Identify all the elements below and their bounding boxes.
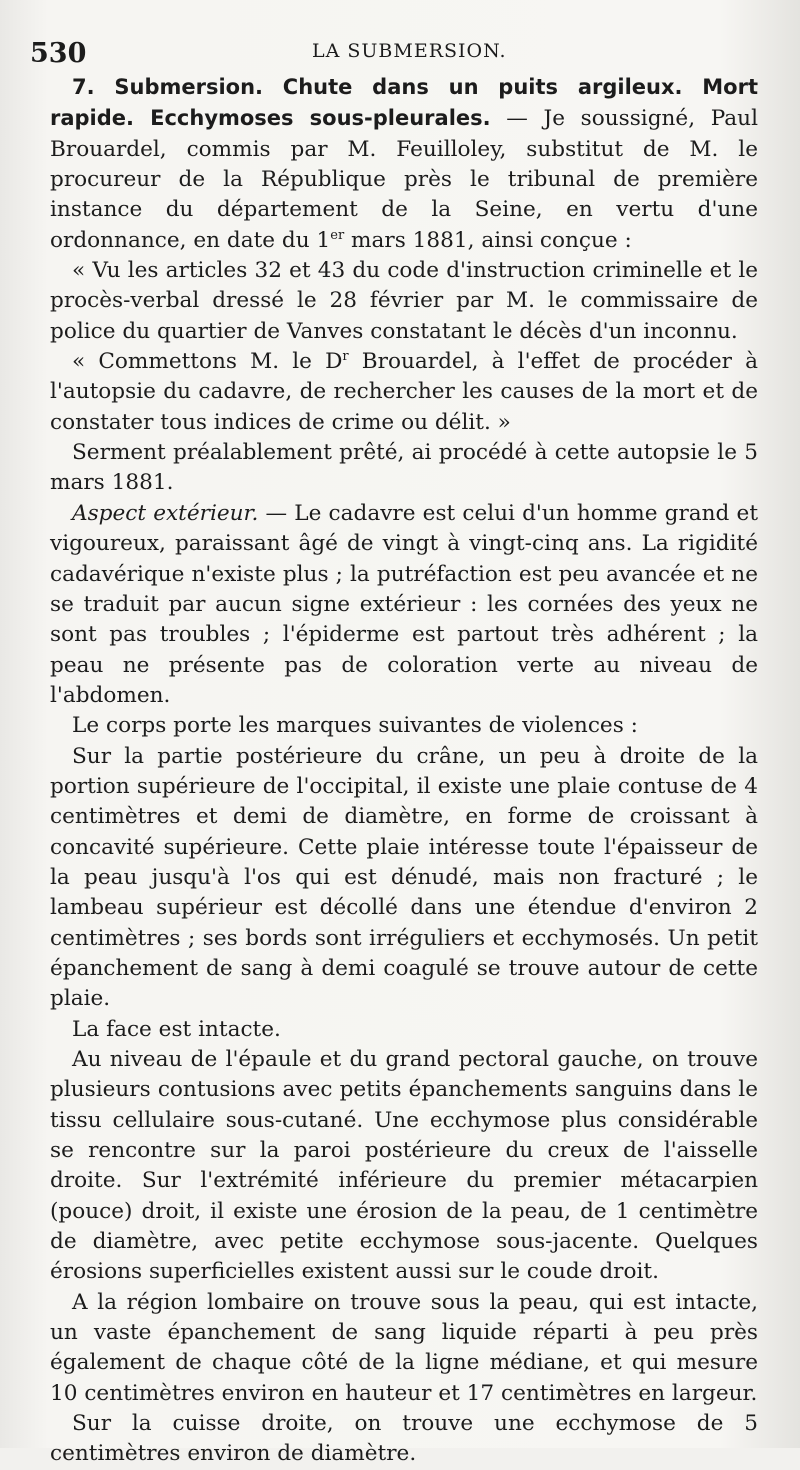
commettons-text-b: Brouardel, à l'effet de procéder à l'autopsie du cadavre, de rechercher les causes de la mort et de constater tous indices de crime ou délit. »	[50, 349, 758, 435]
case-intro-tail: mars 1881, ainsi conçue :	[344, 227, 632, 253]
paragraph-cuisse: Sur la cuisse droite, on trouve une ecchymose de 5 centimètres environ de diamètre.	[50, 1411, 758, 1467]
paragraph-face: La face est intacte.	[72, 1016, 281, 1042]
page-header	[30, 34, 750, 74]
paragraph-crane: Sur la partie postérieure du crâne, un peu à droite de la portion supérieure de l'occipital, il existe une plaie contuse de 4 centimètres et demi de diamètre, en forme de croissant à concavité supérieure. Cette plaie intéresse toute l'épaisseur de la peau jusqu'à l'os qui est dénudé, mais non fracturé ; le lambeau supérieur est décollé dans une étendue d'environ 2 centimètres ; ses bords sont irréguliers et ecchymosés. Un petit épanchement de sang à demi coagulé se trouve autour de cette plaie.	[50, 743, 758, 1012]
body-text	[50, 72, 758, 1470]
case-title: 7. Submersion. Chute dans un puits argileux. Mort rapide. Ecchymoses sous-pleurales.	[50, 75, 758, 131]
page-number: 530	[30, 38, 87, 69]
paragraph-commettons	[50, 347, 758, 438]
running-head: LA SUBMERSION.	[312, 40, 507, 62]
paragraph-aspect-exterieur	[50, 499, 758, 711]
aspect-text: — Le cadavre est celui d'un homme grand et vigoureux, paraissant âgé de vingt à vingt-cinq ans. La rigidité cadavérique n'existe plus ; la putréfaction est peu avancée et ne se traduit par aucun signe extérieur : les cornées des yeux ne sont pas troubles ; l'épiderme est partout très adhérent ; la peau ne présente pas de coloration verte au niveau de l'abdomen.	[50, 500, 758, 708]
commettons-text-a: « Commettons M. le D	[72, 349, 343, 375]
paragraph-epaule: Au niveau de l'épaule et du grand pectoral gauche, on trouve plusieurs contusions avec petits épanchements sanguins dans le tissu cellulaire sous-cutané. Une ecchymose plus considérable se rencontre sur la paroi postérieure du creux de l'aisselle droite. Sur l'extrémité inférieure du premier métacarpien (pouce) droit, il existe une érosion de la peau, de 1 centimètre de diamètre, avec petite ecchymose sous-jacente. Quelques érosions superficielles existent aussi sur le coude droit.	[50, 1047, 758, 1285]
superscript-er: er	[330, 227, 345, 243]
paragraph-case-title	[50, 72, 758, 256]
paragraph-articles: « Vu les articles 32 et 43 du code d'instruction criminelle et le procès-verbal dressé le 28 février par M. le commissaire de police du quartier de Vanves constatant le décès d'un inconnu.	[50, 258, 758, 344]
section-label-aspect: Aspect extérieur.	[72, 500, 259, 526]
paragraph-serment: Serment préalablement prêté, ai procédé à cette autopsie le 5 mars 1881.	[50, 440, 758, 496]
case-intro-text: — Je soussigné, Paul Brouardel, commis par M. Feuilloley, substitut de M. le procureur de la République près le tribunal de première instance du département de la Seine, en vertu d'une ordonnance, en date du 1	[50, 106, 758, 253]
paragraph-marques: Le corps porte les marques suivantes de violences :	[72, 713, 638, 739]
paragraph-lombaire: A la région lombaire on trouve sous la peau, qui est intacte, un vaste épanchement de sang liquide réparti à peu près également de chaque côté de la ligne médiane, et qui mesure 10 centimètres environ en hauteur et 17 centimètres en largeur.	[50, 1289, 758, 1406]
superscript-r: r	[342, 348, 349, 364]
